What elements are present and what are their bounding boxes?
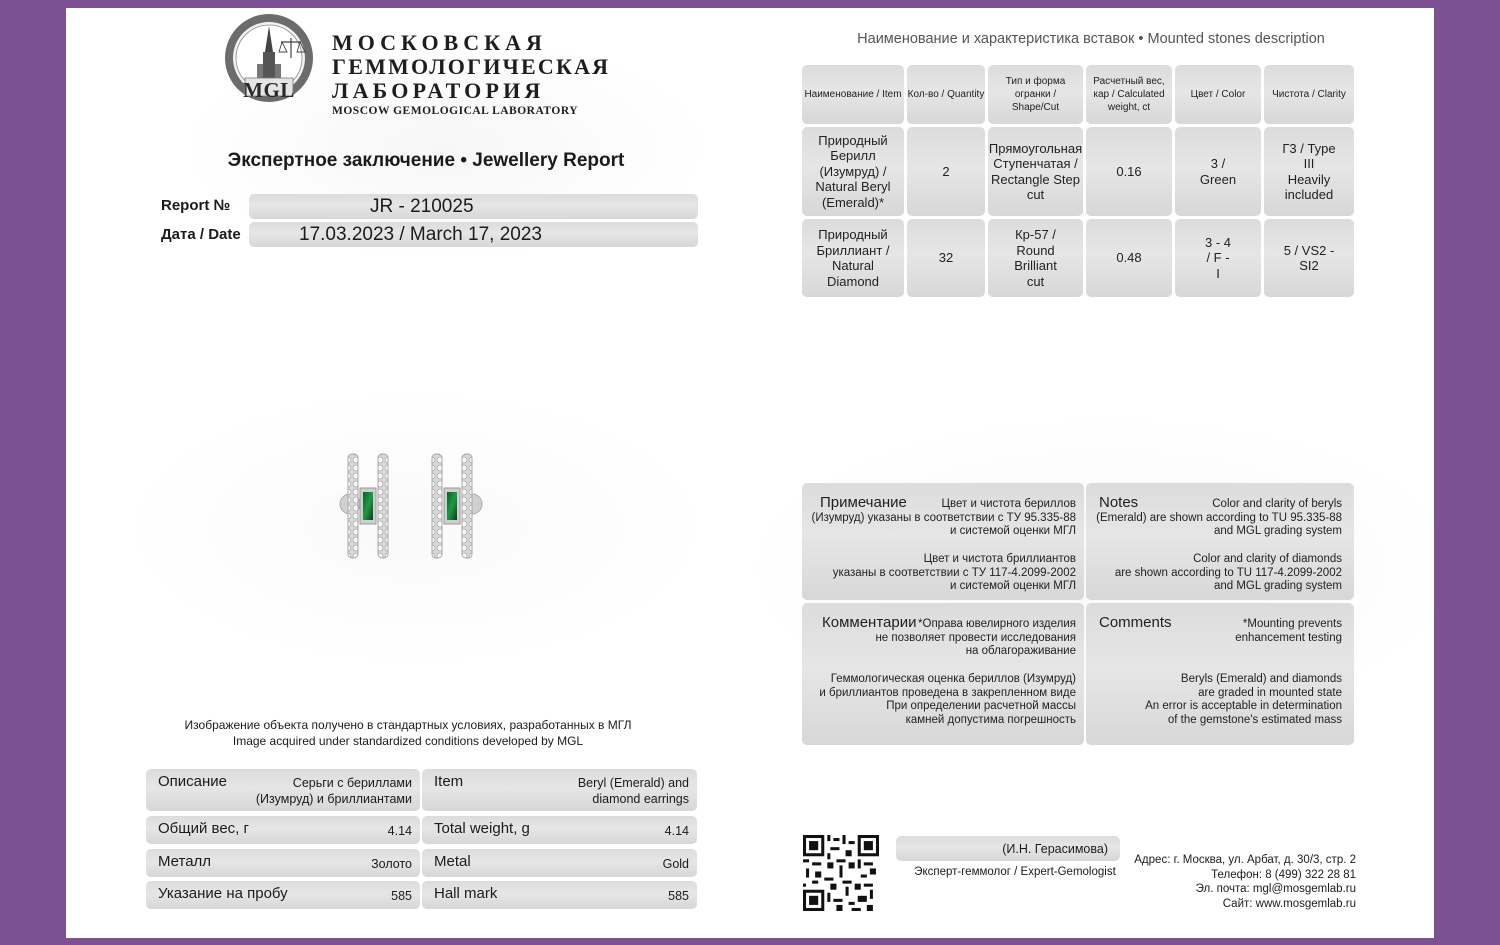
metal-en-value: Gold <box>662 857 689 871</box>
description-ru-label: Описание <box>158 773 228 790</box>
notes-ru-text-2: Цвет и чистота бриллиантов указаны в соответствии с ТУ 117-4.2099-2002 и системой оценки МГЛ <box>832 553 1076 593</box>
image-caption: Изображение объекта получено в стандартных условиях, разработанных в МГЛ Image acquired under standardized conditions developed by MGL <box>184 718 632 748</box>
comments-ru-cell <box>802 603 1084 745</box>
description-en-cell <box>422 769 697 811</box>
total-weight-en-label: Total weight, g <box>434 820 530 837</box>
report-date-value: 17.03.2023 / March 17, 2023 <box>299 223 542 245</box>
report-title: Экспертное заключение • Jewellery Report <box>227 150 625 171</box>
report-sheet <box>66 8 1434 938</box>
signature-title: Эксперт-геммолог / Expert-Gemologist <box>914 866 1116 878</box>
table-cell: Природный Бриллиант / Natural Diamond <box>802 219 904 297</box>
total-weight-ru-value: 4.14 <box>387 824 412 838</box>
lab-name-ru-line-3: ЛАБОРАТОРИЯ <box>332 78 545 103</box>
report-number-field <box>249 194 698 219</box>
description-en-value: Beryl (Emerald) and diamond earrings <box>577 776 689 806</box>
table-header-quantity: Кол-во / Quantity <box>907 65 985 124</box>
hallmark-en-label: Hall mark <box>434 885 498 902</box>
comments-en-text-1: *Mounting prevents enhancement testing <box>1235 618 1342 644</box>
metal-en-cell <box>422 849 697 877</box>
hallmark-en-value: 585 <box>668 889 689 903</box>
comments-en-title: Comments <box>1099 614 1172 631</box>
total-weight-ru-label: Общий вес, г <box>158 820 249 837</box>
hallmark-ru-value: 585 <box>391 889 412 903</box>
table-cell: Природный Берилл (Изумруд) / Natural Beryl (Emerald)* <box>802 127 904 216</box>
description-en-label: Item <box>434 773 464 790</box>
table-cell: 2 <box>907 127 985 216</box>
table-cell: 0.16 <box>1086 127 1172 216</box>
table-cell: 3 - 4 / F - I <box>1175 219 1261 297</box>
stones-section-title: Наименование и характеристика вставок • Mounted stones description <box>857 31 1325 47</box>
metal-en-label: Metal <box>434 853 471 870</box>
report-date-field <box>249 222 698 247</box>
notes-ru-text-1: Цвет и чистота бериллов (Изумруд) указаны в соответствии с ТУ 95.335-88 и системой оценки МГЛ <box>811 498 1076 538</box>
report-number-label: Report № <box>161 197 231 214</box>
hallmark-ru-label: Указание на пробу <box>158 885 288 902</box>
table-header-color: Цвет / Color <box>1175 65 1261 124</box>
contacts-block <box>1134 853 1356 912</box>
notes-en-text-2: Color and clarity of diamonds are shown according to TU 117-4.2099-2002 and MGL grading system <box>1114 553 1342 593</box>
table-cell: Г3 / Type III Heavily included <box>1264 127 1354 216</box>
metal-ru-cell <box>146 849 420 877</box>
comments-en-text-2: Beryls (Emerald) and diamonds are graded in mounted state An error is acceptable in determination of the gemstone's estimated mass <box>1145 673 1342 726</box>
right-earring <box>432 454 482 558</box>
table-header-item: Наименование / Item <box>802 65 904 124</box>
table-header-shape: Тип и форма огранки / Shape/Cut <box>988 65 1083 124</box>
notes-ru-cell <box>802 483 1084 600</box>
contact-site[interactable]: Сайт: www.mosgemlab.ru <box>1222 898 1356 911</box>
description-ru-value: Серьги с бериллами (Изумруд) и бриллиантами <box>255 776 412 806</box>
report-number-value: JR - 210025 <box>370 195 474 217</box>
table-cell: 5 / VS2 - SI2 <box>1264 219 1354 297</box>
logo-text: MGL <box>243 78 295 102</box>
hallmark-en-cell <box>422 881 697 909</box>
signature-name: (И.Н. Герасимова) <box>1002 841 1108 856</box>
contact-address: Адрес: г. Москва, ул. Арбат, д. 30/3, стр. 2 <box>1134 854 1356 866</box>
comments-en-cell <box>1086 603 1354 745</box>
table-header-weight: Расчетный вес, кар / Calculated weight, ct <box>1086 65 1172 124</box>
contact-phone: Телефон: 8 (499) 322 28 81 <box>1211 868 1356 881</box>
hallmark-ru-cell <box>146 881 420 909</box>
table-cell: Кр-57 / Round Brilliant cut <box>988 219 1083 297</box>
comments-ru-text-1: *Оправа ювелирного изделия не позволяет провести исследования на облагораживание <box>875 618 1076 658</box>
total-weight-en-cell <box>422 816 697 844</box>
signature-field <box>896 836 1120 861</box>
earrings-photo <box>336 448 486 560</box>
comments-ru-title: Комментарии <box>822 614 917 631</box>
total-weight-ru-cell <box>146 816 420 844</box>
metal-ru-value: Золото <box>371 857 412 871</box>
report-date-label: Дата / Date <box>161 226 241 243</box>
table-cell: 32 <box>907 219 985 297</box>
lab-name-en: MOSCOW GEMOLOGICAL LABORATORY <box>332 105 579 117</box>
left-earring <box>340 454 388 558</box>
table-cell: 0.48 <box>1086 219 1172 297</box>
table-header-clarity: Чистота / Clarity <box>1264 65 1354 124</box>
comments-ru-text-2: Геммологическая оценка бериллов (Изумруд) и бриллиантов проведена в закрепленном виде При определении расчетной массы камней допустима погрешность <box>819 673 1076 726</box>
notes-en-cell <box>1086 483 1354 600</box>
qr-code[interactable] <box>803 835 879 911</box>
description-ru-cell <box>146 769 420 811</box>
total-weight-en-value: 4.14 <box>664 824 689 838</box>
table-cell: 3 / Green <box>1175 127 1261 216</box>
notes-en-title: Notes <box>1099 494 1139 511</box>
contact-email[interactable]: Эл. почта: mgl@mosgemlab.ru <box>1195 883 1356 896</box>
notes-en-text-1: Color and clarity of beryls (Emerald) are shown according to TU 95.335-88 and MGL grading system <box>1096 498 1342 538</box>
table-cell: Прямоугольная Ступенчатая / Rectangle Step cut <box>988 127 1083 216</box>
lab-name-ru-line-2: ГЕММОЛОГИЧЕСКАЯ <box>332 54 611 79</box>
metal-ru-label: Металл <box>158 853 212 870</box>
lab-name-ru-line-1: МОСКОВСКАЯ <box>332 30 547 55</box>
notes-ru-title: Примечание <box>820 494 907 511</box>
